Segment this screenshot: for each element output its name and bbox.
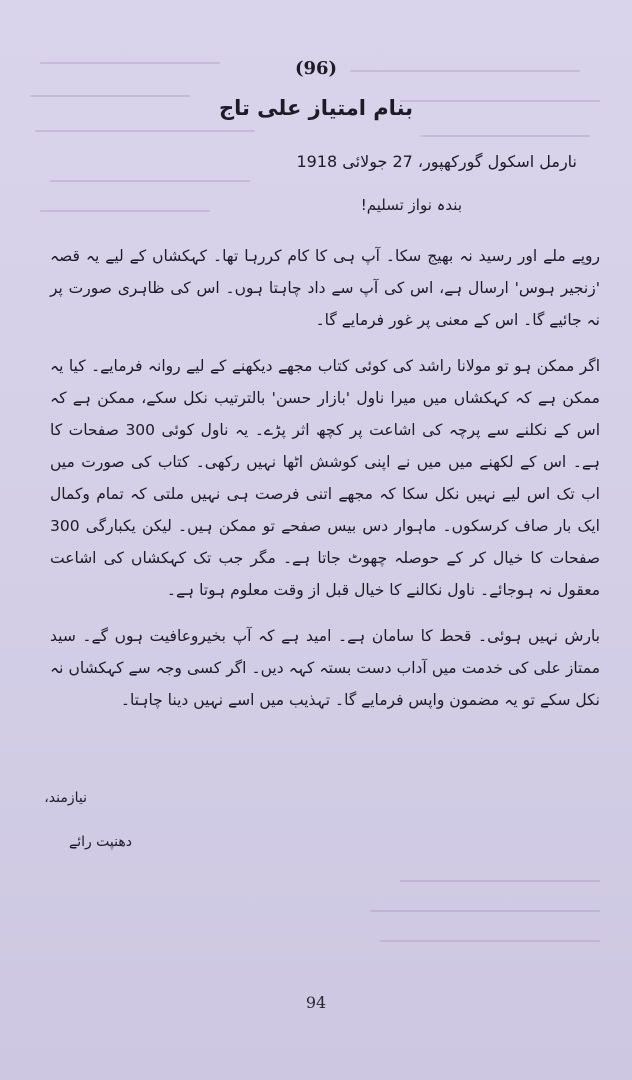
bleed-through-line xyxy=(380,940,600,942)
paragraph: اگر ممکن ہو تو مولانا راشد کی کوئی کتاب مجھے دیکھنے کے لیے روانہ فرمایے۔ کیا یہ ممکن ہے کہ کہکشاں میں میرا ناول 'بازار حسن' بالترتیب نکل سکے، ممکن ہے کہ اس کے نکلنے سے پرچہ کی اشاعت پر کچھ اثر پڑے۔ یہ ناول کوئی 300 صفحات کا ہے۔ اس کے لکھنے میں میں نے اپنی کوشش اٹھا نہیں رکھی۔ کتاب کی صورت میں اب تک اس لیے نہیں نکل سکا کہ مجھے اتنی فرصت ہی نہیں ملتی کہ تمام وکمال ایک بار صاف کرسکوں۔ ماہوار دس بیس صفحے تو ممکن ہیں۔ لیکن یکبارگی 300 صفحات کا خیال کر کے حوصلہ چھوٹ جاتا ہے۔ مگر جب تک کہکشاں کی اشاعت معقول نہ ہوجائے۔ ناول نکالنے کا خیال قبل از وقت معلوم ہوتا ہے۔ xyxy=(50,357,600,599)
paragraph: روپے ملے اور رسید نہ بھیج سکا۔ آپ ہی کا کام کررہا تھا۔ کہکشاں کے لیے یہ قصہ 'زنجیر ہوس' ارسال ہے، اس کی آپ سے داد چاہتا ہوں۔ اس کی ظاہری صورت پر نہ جائیے گا۔ اس کے معنی پر غور فرمایے گا۔ xyxy=(50,247,600,329)
place-and-date: نارمل اسکول گورکھپور، 27 جولائی 1918 xyxy=(296,152,577,171)
salutation: بندہ نواز تسلیم! xyxy=(360,196,462,214)
bleed-through-line xyxy=(370,910,600,912)
letter-body xyxy=(50,240,600,730)
bleed-through-line xyxy=(50,180,250,182)
bleed-through-line xyxy=(400,880,600,882)
letter-number: (96) xyxy=(294,58,338,79)
letter-title: بنام امتیاز علی تاج xyxy=(218,96,414,120)
bleed-through-line xyxy=(35,130,255,132)
page-number: 94 xyxy=(305,993,327,1012)
bleed-through-line xyxy=(420,135,590,137)
signature: دھنپت رائے xyxy=(68,834,132,850)
closing: نیازمند، xyxy=(44,790,87,806)
paragraph: بارش نہیں ہوئی۔ قحط کا سامان ہے۔ امید ہے کہ آپ بخیروعافیت ہوں گے۔ سید ممتاز علی کی خدمت میں آداب دست بستہ کہہ دیں۔ اگر کسی وجہ سے کہکشاں نہ نکل سکے تو یہ مضمون واپس فرمایے گا۔ تہذیب میں اسے نہیں دینا چاہتا۔ xyxy=(50,627,600,709)
bleed-through-line xyxy=(40,210,210,212)
